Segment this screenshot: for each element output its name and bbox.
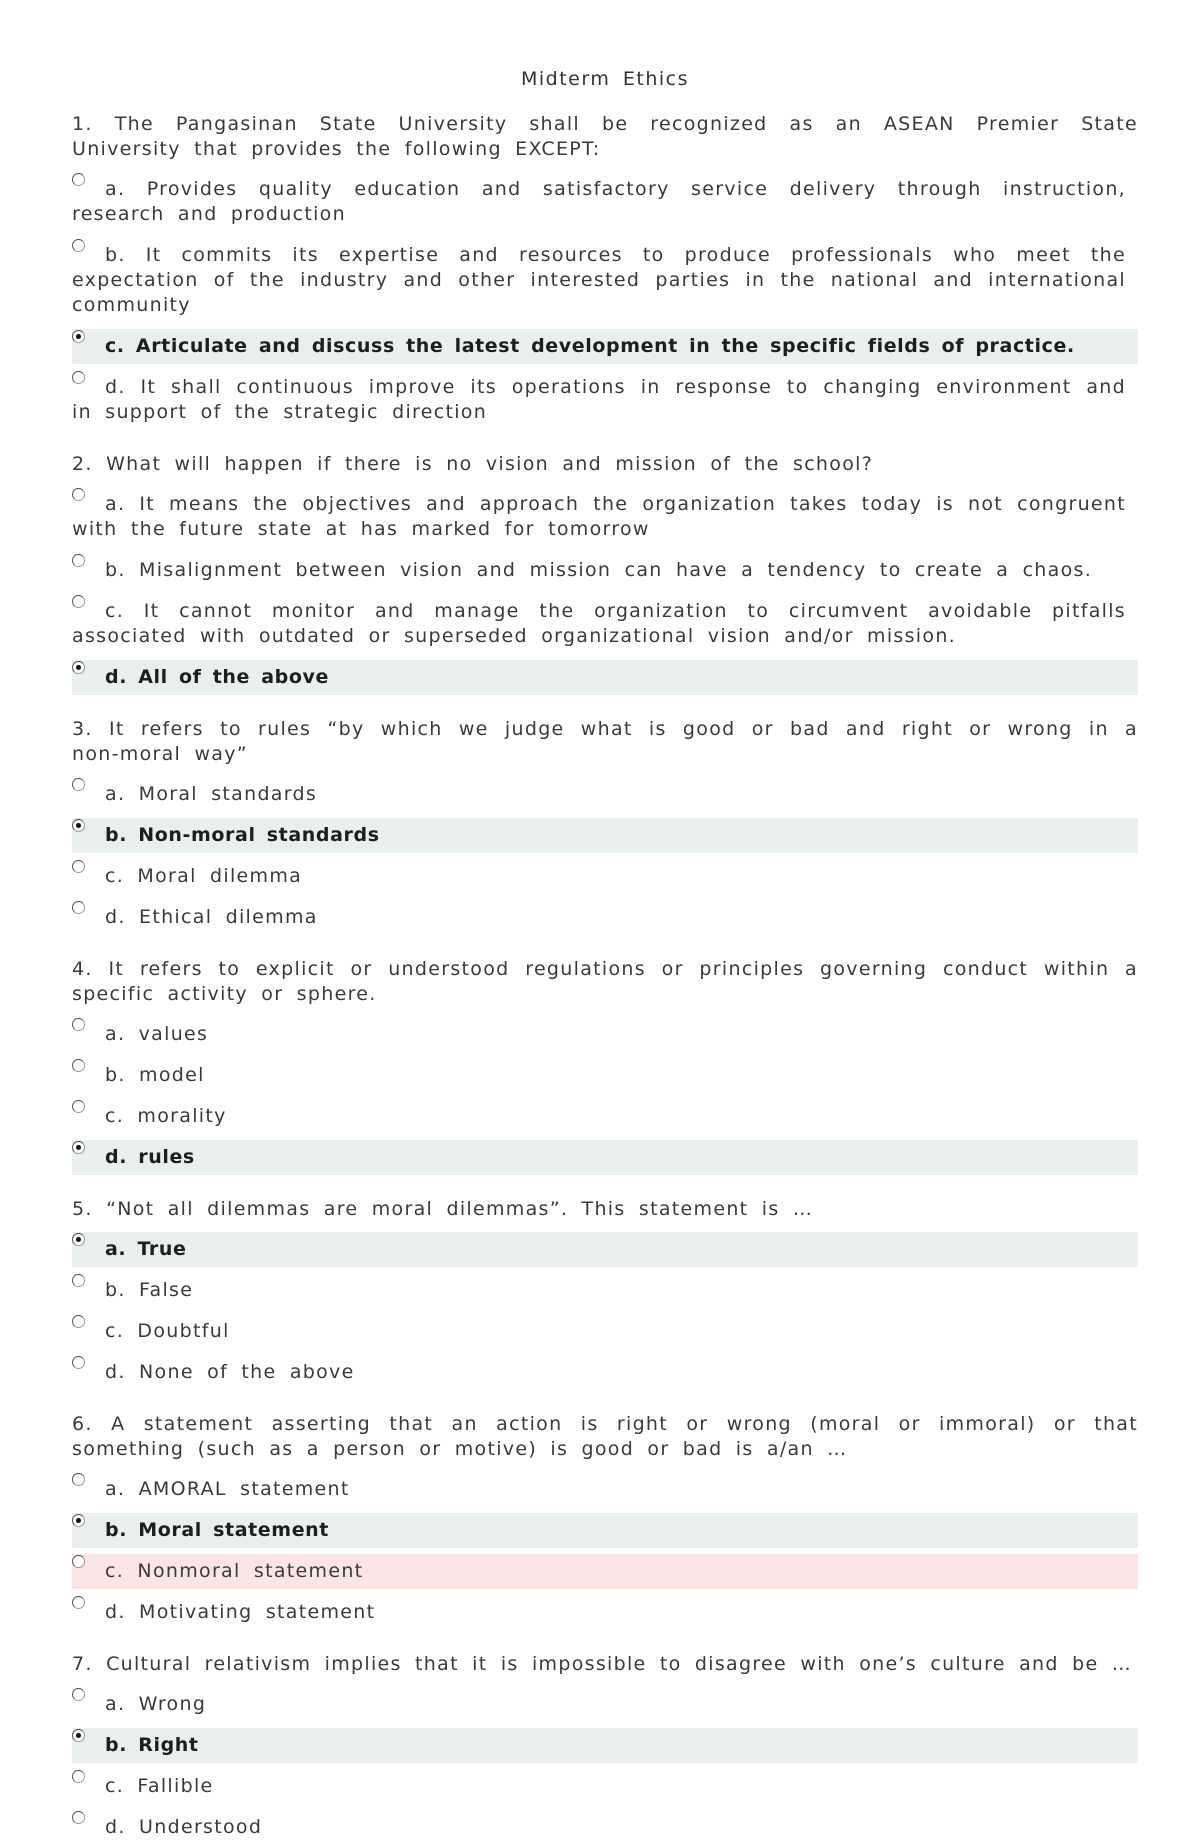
radio-empty-icon[interactable] — [72, 595, 85, 608]
answer-option[interactable] — [72, 1140, 1138, 1175]
option-label: c. It cannot monitor and manage the organization to circumvent avoidable pitfalls associated with outdated or superseded organizational vision and/or mission. — [72, 600, 1126, 647]
answer-option[interactable] — [72, 553, 1138, 588]
radio-empty-icon[interactable] — [72, 1473, 85, 1486]
radio-selected-icon[interactable] — [72, 1141, 85, 1154]
question-4 — [72, 957, 1138, 1175]
answer-option[interactable] — [72, 859, 1138, 894]
option-label: b. False — [105, 1279, 194, 1301]
answer-option[interactable] — [72, 594, 1138, 654]
answer-option[interactable] — [72, 777, 1138, 812]
radio-empty-icon[interactable] — [72, 488, 85, 501]
question-1 — [72, 112, 1138, 430]
radio-empty-icon[interactable] — [72, 860, 85, 873]
question-list — [72, 112, 1138, 1845]
answer-option[interactable] — [72, 1769, 1138, 1804]
radio-empty-icon[interactable] — [72, 1811, 85, 1824]
option-label: d. rules — [105, 1146, 195, 1168]
question-text: 4. It refers to explicit or understood regulations or principles governing conduct within a specific activity or sphere. — [72, 958, 1138, 1005]
radio-empty-icon[interactable] — [72, 1356, 85, 1369]
option-label: c. Nonmoral statement — [105, 1560, 364, 1582]
option-label: a. Provides quality education and satisfactory service delivery through instruction, research and production — [72, 178, 1126, 225]
radio-empty-icon[interactable] — [72, 371, 85, 384]
question-text: 2. What will happen if there is no vision and mission of the school? — [72, 453, 874, 475]
radio-empty-icon[interactable] — [72, 1555, 85, 1568]
answer-option[interactable] — [72, 1810, 1138, 1845]
answer-option[interactable] — [72, 900, 1138, 935]
option-label: b. It commits its expertise and resources to produce professionals who meet the expectation of the industry and other interested parties in the national and international community — [72, 244, 1126, 316]
answer-option[interactable] — [72, 1687, 1138, 1722]
radio-empty-icon[interactable] — [72, 1596, 85, 1609]
answer-option[interactable] — [72, 1355, 1138, 1390]
radio-empty-icon[interactable] — [72, 1018, 85, 1031]
answer-option[interactable] — [72, 329, 1138, 364]
radio-empty-icon[interactable] — [72, 1059, 85, 1072]
option-label: d. Ethical dilemma — [105, 906, 318, 928]
question-text: 7. Cultural relativism implies that it is impossible to disagree with one’s culture and be … — [72, 1653, 1133, 1675]
option-label: d. Motivating statement — [105, 1601, 376, 1623]
option-label: c. Moral dilemma — [105, 865, 303, 887]
radio-selected-icon[interactable] — [72, 1514, 85, 1527]
option-label: c. Fallible — [105, 1775, 214, 1797]
question-text: 1. The Pangasinan State University shall be recognized as an ASEAN Premier State University that provides the following EXCEPT: — [72, 113, 1138, 160]
radio-empty-icon[interactable] — [72, 1688, 85, 1701]
page-title: Midterm Ethics — [520, 68, 690, 90]
radio-empty-icon[interactable] — [72, 1274, 85, 1287]
option-label: d. All of the above — [105, 666, 329, 688]
option-label: a. It means the objectives and approach the organization takes today is not congruent with the future state at has marked for tomorrow — [72, 493, 1126, 540]
radio-empty-icon[interactable] — [72, 1100, 85, 1113]
option-label: a. Moral standards — [105, 783, 318, 805]
radio-selected-icon[interactable] — [72, 1729, 85, 1742]
radio-selected-icon[interactable] — [72, 330, 85, 343]
radio-selected-icon[interactable] — [72, 1233, 85, 1246]
question-2 — [72, 452, 1138, 695]
option-label: c. Articulate and discuss the latest development in the specific fields of practice. — [105, 335, 1075, 357]
answer-option[interactable] — [72, 1314, 1138, 1349]
answer-option[interactable] — [72, 172, 1138, 232]
radio-empty-icon[interactable] — [72, 173, 85, 186]
answer-option[interactable] — [72, 660, 1138, 695]
answer-option[interactable] — [72, 1017, 1138, 1052]
answer-option[interactable] — [72, 1273, 1138, 1308]
option-label: a. values — [105, 1023, 209, 1045]
option-label: b. Non-moral standards — [105, 824, 380, 846]
answer-option[interactable] — [72, 1099, 1138, 1134]
radio-selected-icon[interactable] — [72, 661, 85, 674]
answer-option[interactable] — [72, 487, 1138, 547]
option-label: d. None of the above — [105, 1361, 355, 1383]
option-label: c. morality — [105, 1105, 227, 1127]
answer-option[interactable] — [72, 370, 1138, 430]
option-label: b. model — [105, 1064, 205, 1086]
answer-option[interactable] — [72, 1058, 1138, 1093]
radio-empty-icon[interactable] — [72, 778, 85, 791]
question-7 — [72, 1652, 1138, 1845]
option-label: b. Right — [105, 1734, 199, 1756]
question-text: 5. “Not all dilemmas are moral dilemmas”. This statement is … — [72, 1198, 814, 1220]
answer-option[interactable] — [72, 238, 1138, 323]
answer-option[interactable] — [72, 1728, 1138, 1763]
option-label: b. Moral statement — [105, 1519, 329, 1541]
option-label: d. Understood — [105, 1816, 263, 1838]
question-6 — [72, 1412, 1138, 1630]
radio-empty-icon[interactable] — [72, 1315, 85, 1328]
answer-option[interactable] — [72, 1513, 1138, 1548]
question-text: 3. It refers to rules “by which we judge what is good or bad and right or wrong in a non-moral way” — [72, 718, 1138, 765]
answer-option[interactable] — [72, 1595, 1138, 1630]
radio-empty-icon[interactable] — [72, 554, 85, 567]
option-label: d. It shall continuous improve its operations in response to changing environment and in support of the strategic direction — [72, 376, 1126, 423]
option-label: c. Doubtful — [105, 1320, 230, 1342]
question-text: 6. A statement asserting that an action is right or wrong (moral or immoral) or that something (such as a person or motive) is good or bad is a/an … — [72, 1413, 1138, 1460]
question-3 — [72, 717, 1138, 935]
answer-option[interactable] — [72, 1232, 1138, 1267]
question-5 — [72, 1197, 1138, 1390]
option-label: a. Wrong — [105, 1693, 207, 1715]
answer-option[interactable] — [72, 1472, 1138, 1507]
radio-empty-icon[interactable] — [72, 239, 85, 252]
answer-option[interactable] — [72, 818, 1138, 853]
radio-selected-icon[interactable] — [72, 819, 85, 832]
option-label: b. Misalignment between vision and mission can have a tendency to create a chaos. — [105, 559, 1093, 581]
radio-empty-icon[interactable] — [72, 1770, 85, 1783]
option-label: a. AMORAL statement — [105, 1478, 350, 1500]
option-label: a. True — [105, 1238, 187, 1260]
radio-empty-icon[interactable] — [72, 901, 85, 914]
answer-option[interactable] — [72, 1554, 1138, 1589]
